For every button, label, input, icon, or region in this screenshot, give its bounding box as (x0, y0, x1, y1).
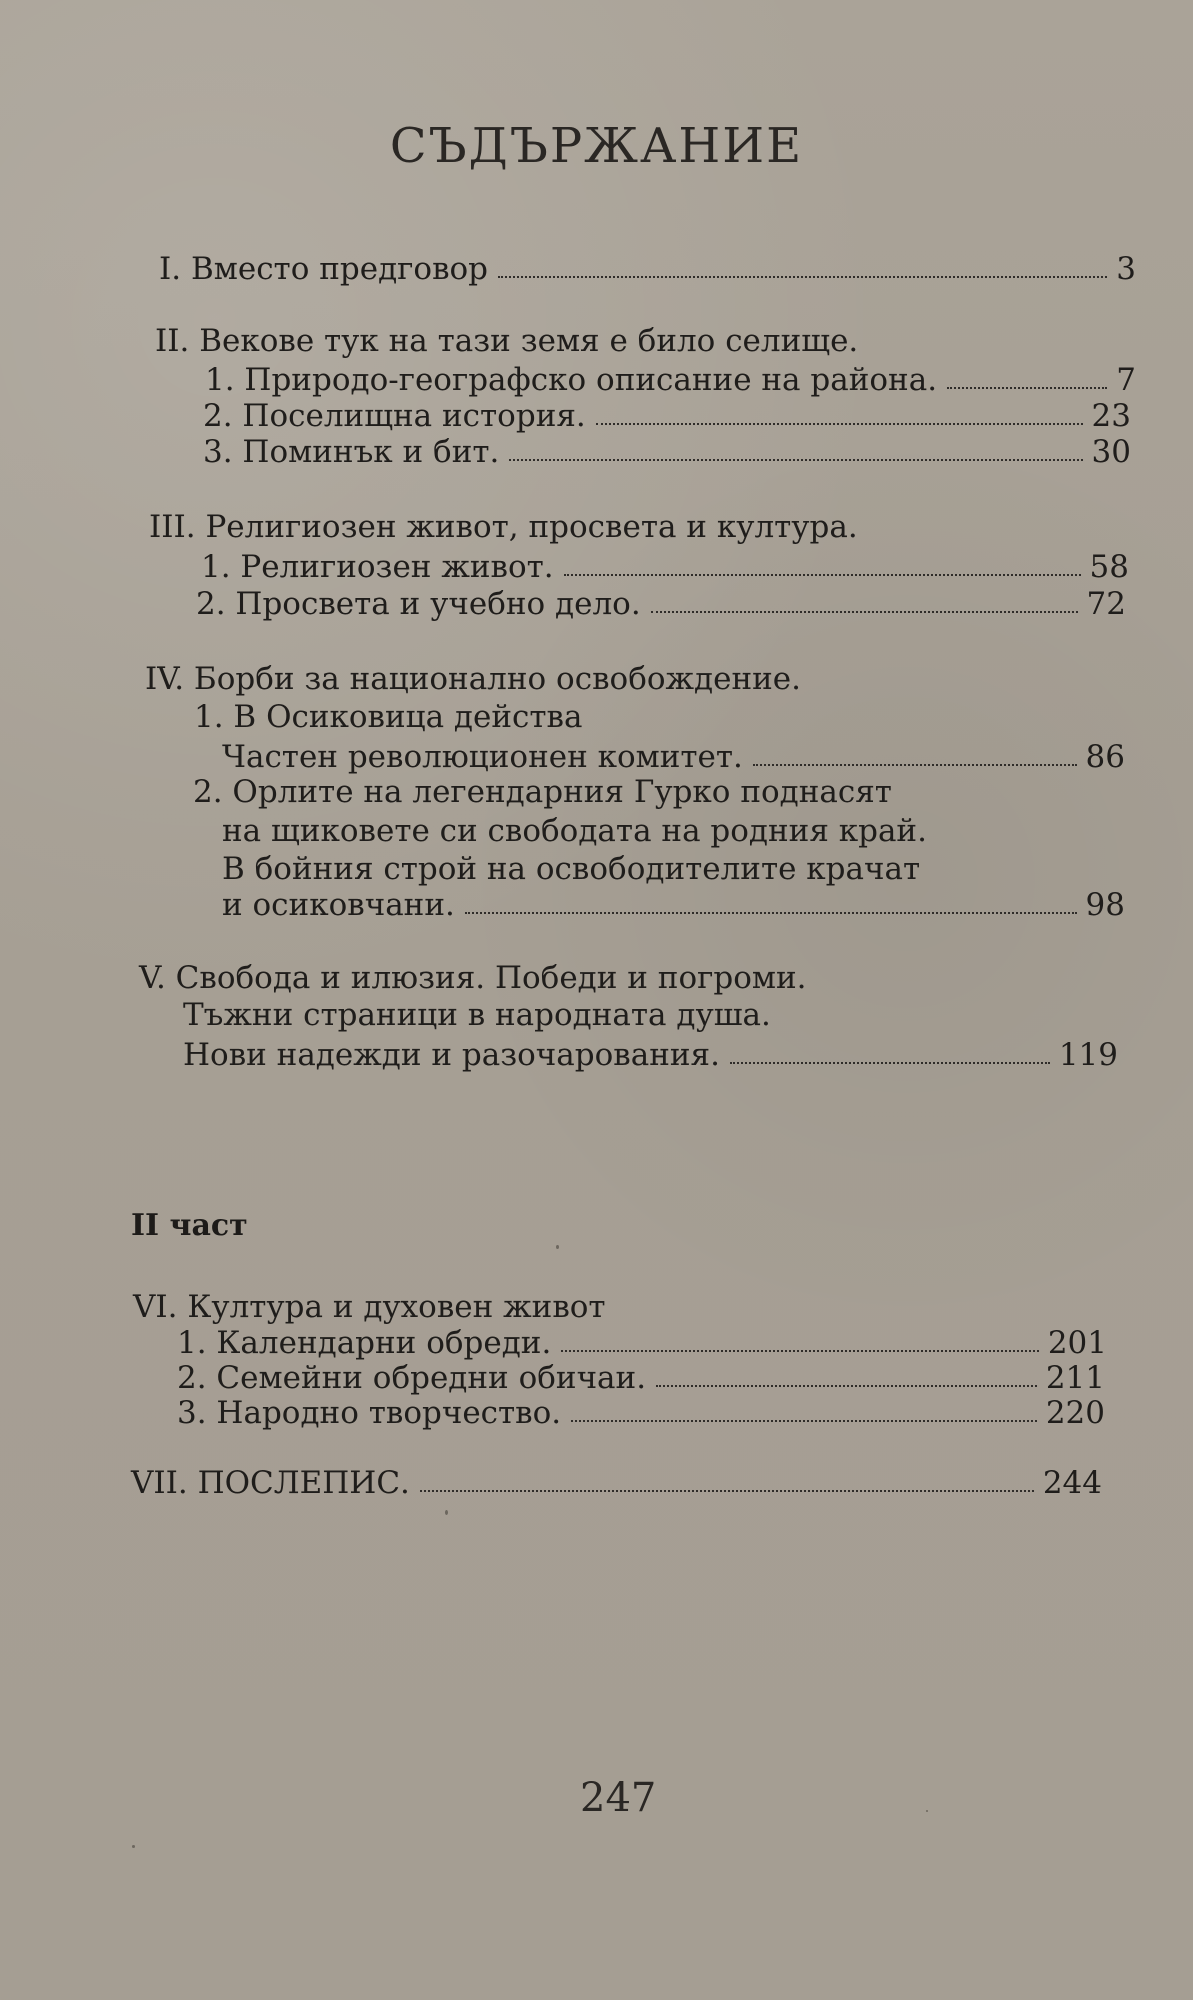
paper-speck (556, 1245, 559, 1249)
dot-leader (465, 912, 1077, 914)
section-heading-ii: II. Векове тук на тази земя е било селище. (155, 323, 859, 359)
paper-speck (926, 1810, 928, 1812)
toc-entry-i (159, 251, 1136, 287)
toc-entry-label: 1. Природо-географско описание на района. (205, 362, 938, 398)
section-heading-iv: IV. Борби за национално освобождение. (145, 661, 801, 697)
page-reference: 3 (1116, 251, 1136, 287)
toc-entry-label: и осиковчани. (222, 887, 455, 923)
toc-entry-label: VII. ПОСЛЕПИС. (131, 1465, 410, 1501)
dot-leader (420, 1490, 1034, 1492)
dot-leader (509, 459, 1082, 461)
dot-leader (596, 423, 1083, 425)
toc-entry-iii-2 (196, 586, 1126, 622)
page-reference: 30 (1091, 434, 1131, 470)
toc-entry-vi-1 (177, 1325, 1107, 1361)
page-reference: 211 (1045, 1360, 1105, 1396)
toc-entry-iv-1-line: 1. В Осиковица действа (194, 699, 583, 735)
toc-entry-iv-2-line: В бойния строй на освободителите крачат (222, 851, 921, 887)
toc-entry-iv-2-line: на щиковете си свободата на родния край. (222, 813, 927, 849)
toc-entry-label: 2. Поселищна история. (203, 398, 586, 434)
page-reference: 58 (1089, 549, 1129, 585)
page-number: 247 (580, 1775, 657, 1821)
toc-entry-label: Частен революционен комитет. (222, 739, 743, 775)
page-reference: 72 (1086, 586, 1126, 622)
toc-entry-vi-2 (177, 1360, 1105, 1396)
toc-entry-v (183, 1037, 1118, 1073)
page-title: СЪДЪРЖАНИЕ (389, 118, 804, 174)
dot-leader (730, 1062, 1050, 1064)
toc-entry-label: 2. Просвета и учебно дело. (196, 586, 641, 622)
page-reference: 244 (1042, 1465, 1102, 1501)
toc-entry-iv-1 (222, 739, 1125, 775)
page-reference: 220 (1045, 1395, 1105, 1431)
dot-leader (947, 387, 1107, 389)
part-heading: II част (131, 1208, 248, 1243)
section-heading-v: V. Свобода и илюзия. Победи и погроми. (139, 960, 807, 996)
page-reference: 201 (1047, 1325, 1107, 1361)
toc-entry-ii-1 (205, 362, 1136, 398)
section-heading-iii: III. Религиозен живот, просвета и култура. (149, 509, 858, 545)
toc-entry-label: I. Вместо предговор (159, 251, 489, 287)
toc-entry-label: 3. Поминък и бит. (203, 434, 500, 470)
dot-leader (561, 1350, 1039, 1352)
dot-leader (656, 1385, 1037, 1387)
toc-entry-label: 3. Народно творчество. (177, 1395, 562, 1431)
toc-entry-iii-1 (201, 549, 1129, 585)
paper-speck (445, 1510, 448, 1515)
dot-leader (753, 764, 1077, 766)
dot-leader (498, 276, 1107, 278)
page-reference: 7 (1116, 362, 1136, 398)
toc-entry-label: 2. Семейни обредни обичаи. (177, 1360, 647, 1396)
toc-entry-label: 1. Религиозен живот. (201, 549, 554, 585)
paper-speck (132, 1845, 135, 1848)
dot-leader (571, 1420, 1037, 1422)
dot-leader (651, 611, 1078, 613)
toc-entry-label: Нови надежди и разочарования. (183, 1037, 720, 1073)
page-reference: 86 (1085, 739, 1125, 775)
section-heading-vi: VI. Култура и духовен живот (133, 1289, 606, 1325)
page-reference: 119 (1058, 1037, 1118, 1073)
dot-leader (564, 574, 1081, 576)
toc-entry-iv-2-line: 2. Орлите на легендарния Гурко поднасят (193, 774, 892, 810)
toc-entry-label: 1. Календарни обреди. (177, 1325, 552, 1361)
toc-entry-vi-3 (177, 1395, 1105, 1431)
section-v-line: Тъжни страници в народната душа. (183, 997, 771, 1033)
page-reference: 23 (1091, 398, 1131, 434)
page-reference: 98 (1085, 887, 1125, 923)
toc-entry-ii-3 (203, 434, 1131, 470)
toc-entry-vii (131, 1465, 1102, 1501)
toc-entry-iv-2 (222, 887, 1125, 923)
toc-entry-ii-2 (203, 398, 1131, 434)
